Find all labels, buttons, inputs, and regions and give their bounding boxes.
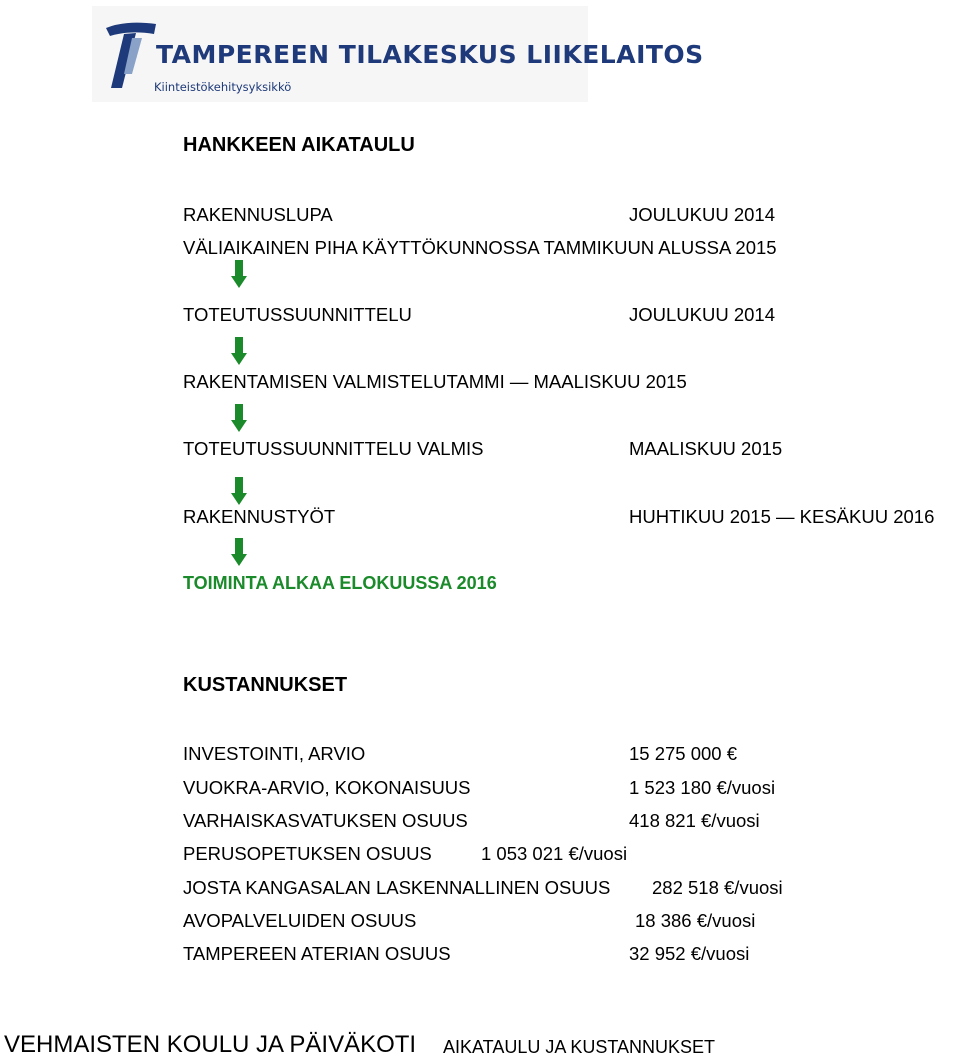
footer-subtitle: AIKATAULU JA KUSTANNUKSET bbox=[443, 1037, 716, 1057]
down-arrow-icon bbox=[231, 538, 247, 566]
cost-value: 1 053 021 €/vuosi bbox=[481, 843, 628, 864]
schedule-value: JOULUKUU 2014 bbox=[629, 304, 776, 325]
logo-name: TAMPEREEN TILAKESKUS LIIKELAITOS bbox=[156, 40, 704, 69]
cost-value: 282 518 €/vuosi bbox=[652, 877, 783, 898]
down-arrow-icon bbox=[231, 404, 247, 432]
cost-label: JOSTA KANGASALAN LASKENNALLINEN OSUUS bbox=[183, 877, 611, 898]
schedule-final: TOIMINTA ALKAA ELOKUUSSA 2016 bbox=[183, 573, 497, 593]
down-arrow-icon bbox=[231, 260, 247, 288]
schedule-value: HUHTIKUU 2015 — KESÄKUU 2016 bbox=[629, 506, 935, 527]
down-arrow-icon bbox=[231, 477, 247, 505]
logo-subtitle: Kiinteistökehitysyksikkö bbox=[154, 80, 292, 94]
schedule-heading: HANKKEEN AIKATAULU bbox=[183, 134, 415, 156]
cost-label: INVESTOINTI, ARVIO bbox=[183, 743, 366, 764]
cost-value: 18 386 €/vuosi bbox=[635, 910, 756, 931]
down-arrow-icon bbox=[231, 337, 247, 365]
cost-value: 15 275 000 € bbox=[629, 743, 738, 764]
schedule-label: TOTEUTUSSUUNNITTELU bbox=[183, 304, 412, 325]
schedule-label: RAKENNUSTYÖT bbox=[183, 506, 336, 527]
cost-value: 1 523 180 €/vuosi bbox=[629, 777, 776, 798]
cost-label: PERUSOPETUKSEN OSUUS bbox=[183, 843, 432, 864]
schedule-value: JOULUKUU 2014 bbox=[629, 204, 776, 225]
cost-label: AVOPALVELUIDEN OSUUS bbox=[183, 910, 417, 931]
cost-value: 418 821 €/vuosi bbox=[629, 810, 760, 831]
cost-value: 32 952 €/vuosi bbox=[629, 943, 750, 964]
schedule-label: RAKENNUSLUPA bbox=[183, 204, 333, 225]
cost-label: VUOKRA-ARVIO, KOKONAISUUS bbox=[183, 777, 471, 798]
schedule-label: VÄLIAIKAINEN PIHA KÄYTTÖKUNNOSSA TAMMIKUUN ALUSSA 2015 bbox=[183, 237, 777, 258]
cost-label: VARHAISKASVATUKSEN OSUUS bbox=[183, 810, 468, 831]
schedule-value: MAALISKUU 2015 bbox=[629, 438, 783, 459]
schedule-label: RAKENTAMISEN VALMISTELUTAMMI — MAALISKUU 2015 bbox=[183, 371, 687, 392]
logo-mark-icon bbox=[102, 14, 160, 92]
costs-heading: KUSTANNUKSET bbox=[183, 674, 348, 696]
schedule-label: TOTEUTUSSUUNNITTELU VALMIS bbox=[183, 438, 484, 459]
cost-label: TAMPEREEN ATERIAN OSUUS bbox=[183, 943, 451, 964]
logo bbox=[92, 6, 704, 102]
footer-title: VEHMAISTEN KOULU JA PÄIVÄKOTI bbox=[4, 1031, 417, 1058]
